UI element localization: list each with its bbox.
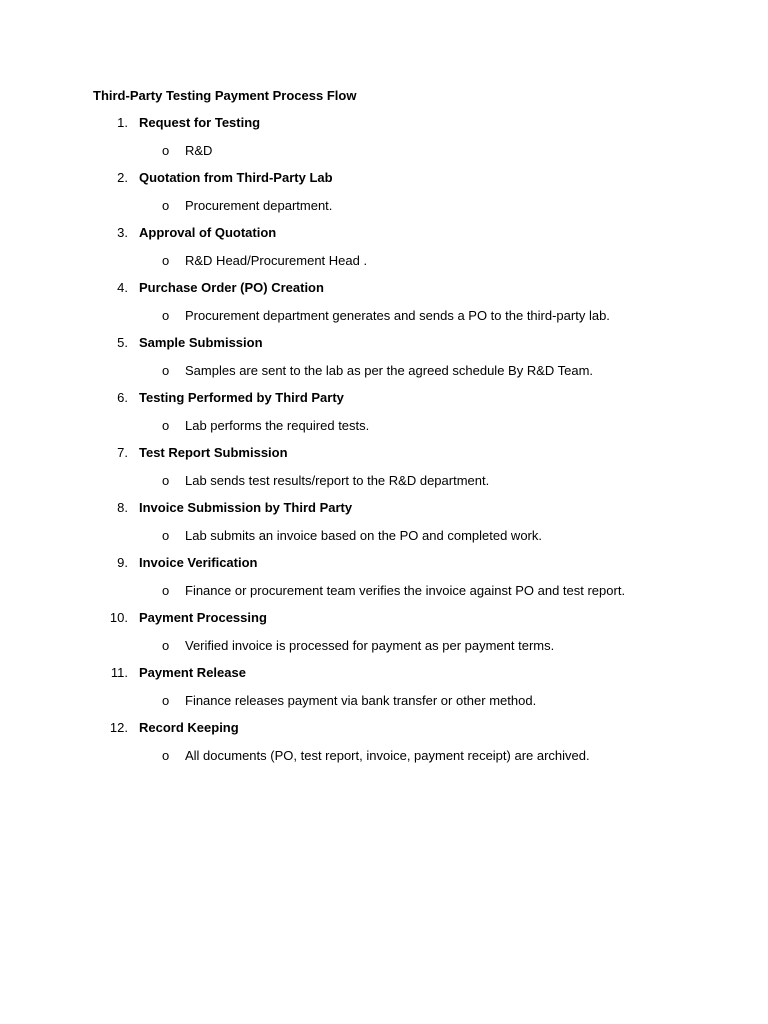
step-number: 2.	[117, 170, 128, 185]
step-title: Purchase Order (PO) Creation	[139, 280, 324, 295]
step-number: 7.	[117, 445, 128, 460]
step-item	[0, 664, 768, 719]
bullet-icon: o	[162, 198, 170, 213]
step-title: Payment Release	[139, 665, 246, 680]
step-detail: R&D	[185, 143, 213, 158]
step-item	[0, 499, 768, 554]
step-detail: Procurement department generates and sends a PO to the third-party lab.	[185, 308, 610, 323]
step-title: Record Keeping	[139, 720, 239, 735]
bullet-icon: o	[162, 528, 170, 543]
step-number: 6.	[117, 390, 128, 405]
step-title: Quotation from Third-Party Lab	[139, 170, 333, 185]
step-number: 3.	[117, 225, 128, 240]
step-title: Invoice Verification	[139, 555, 258, 570]
step-detail: Lab sends test results/report to the R&D department.	[185, 473, 490, 488]
step-detail: Lab submits an invoice based on the PO and completed work.	[185, 528, 542, 543]
bullet-icon: o	[162, 473, 170, 488]
step-number: 11.	[110, 665, 128, 680]
step-detail: R&D Head/Procurement Head .	[185, 253, 368, 268]
bullet-icon: o	[162, 748, 170, 763]
step-number: 12.	[109, 720, 128, 735]
document-title: Third-Party Testing Payment Process Flow	[93, 88, 357, 103]
step-title: Payment Processing	[139, 610, 267, 625]
step-item	[0, 554, 768, 609]
step-item	[0, 224, 768, 279]
bullet-icon: o	[162, 638, 170, 653]
step-detail: Lab performs the required tests.	[185, 418, 370, 433]
step-item	[0, 114, 768, 169]
step-title: Approval of Quotation	[139, 225, 277, 240]
step-detail: Procurement department.	[185, 198, 333, 213]
bullet-icon: o	[162, 363, 170, 378]
step-number: 1.	[117, 115, 128, 130]
step-detail: Samples are sent to the lab as per the agreed schedule By R&D Team.	[185, 363, 594, 378]
bullet-icon: o	[162, 143, 170, 158]
step-number: 8.	[117, 500, 128, 515]
step-title: Test Report Submission	[139, 445, 288, 460]
step-title: Testing Performed by Third Party	[139, 390, 344, 405]
process-steps-list	[0, 114, 768, 774]
bullet-icon: o	[162, 583, 170, 598]
bullet-icon: o	[162, 308, 170, 323]
step-title: Invoice Submission by Third Party	[139, 500, 353, 515]
step-item	[0, 169, 768, 224]
step-detail: Verified invoice is processed for payment as per payment terms.	[185, 638, 555, 653]
step-number: 4.	[117, 280, 128, 295]
step-detail: Finance releases payment via bank transfer or other method.	[185, 693, 537, 708]
bullet-icon: o	[162, 253, 170, 268]
step-item	[0, 389, 768, 444]
step-detail: Finance or procurement team verifies the invoice against PO and test report.	[185, 583, 626, 598]
step-number: 9.	[117, 555, 128, 570]
step-item	[0, 444, 768, 499]
step-item	[0, 719, 768, 774]
step-number: 5.	[117, 335, 128, 350]
step-number: 10.	[109, 610, 128, 625]
step-item	[0, 334, 768, 389]
step-item	[0, 609, 768, 664]
step-item	[0, 279, 768, 334]
step-title: Request for Testing	[139, 115, 261, 130]
step-title: Sample Submission	[139, 335, 263, 350]
bullet-icon: o	[162, 693, 170, 708]
step-detail: All documents (PO, test report, invoice, payment receipt) are archived.	[185, 748, 590, 763]
bullet-icon: o	[162, 418, 170, 433]
